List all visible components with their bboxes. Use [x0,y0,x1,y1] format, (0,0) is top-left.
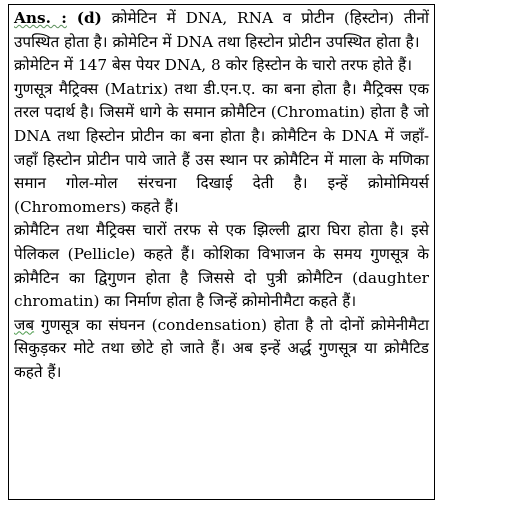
answer-label: Ans. : [14,9,67,27]
chromosome-matrix-paragraph: गुणसूत्र मैट्रिक्स (Matrix) तथा डी.एन.ए. का बना होता है। मैट्रिक्स एक तरल पदार्थ है। जिसमें धागे के समान क्रोमैटिन (Chromatin) होता है जो DNA तथा हिस्टोन प्रोटीन का बना होता है। क्रोमैटिन के DNA में जहाँ-जहाँ हिस्टोन प्रोटीन पाये जाते हैं उस स्थान पर क्रोमैटिन में माला के मणिका समान गोल-मोल संरचना दिखाई देती है। इन्हें क्रोमोमियर्स (Chromomers) कहते हैं। [14,79,429,216]
pellicle-paragraph: क्रोमैटिन तथा मैट्रिक्स चारों तरफ से एक झिल्ली द्वारा घिरा होता है। इसे पेलिकल (Pellicle) कहते हैं। कोशिका विभाजन के समय गुणसूत्र के क्रोमैटिन का द्विगुणन होता है जिससे दो पुत्री क्रोमैटिन (daughter chromatin) का निर्माण होता है जिन्हें क्रोमोनीमैटा कहते हैं। [14,221,429,311]
condensation-first-word: जब [14,315,35,334]
answer-intro-paragraph [14,7,429,54]
answer-option: (d) [76,9,102,27]
answer-intro-text: क्रोमेटिन में DNA, RNA व प्रोटीन (हिस्टोन) तीनों उपस्थित होता है। क्रोमेटिन में DNA तथा हिस्टोन प्रोटीन उपस्थित होता है। [14,9,429,51]
condensation-paragraph [14,314,429,385]
condensation-text: गुणसूत्र का संघनन (condensation) होता है तो दोनों क्रोमेनीमैटा सिकुड़कर मोटे तथा छोटे हो जाते हैं। अब इन्हें अर्द्ध गुणसूत्र या क्रोमैटिड कहते हैं। [14,315,429,381]
chromatin-dna-paragraph: क्रोमेटिन में 147 बेस पेयर DNA, 8 कोर हिस्टोन के चारो तरफ होते हैं। [14,56,413,75]
answer-box [8,4,435,500]
